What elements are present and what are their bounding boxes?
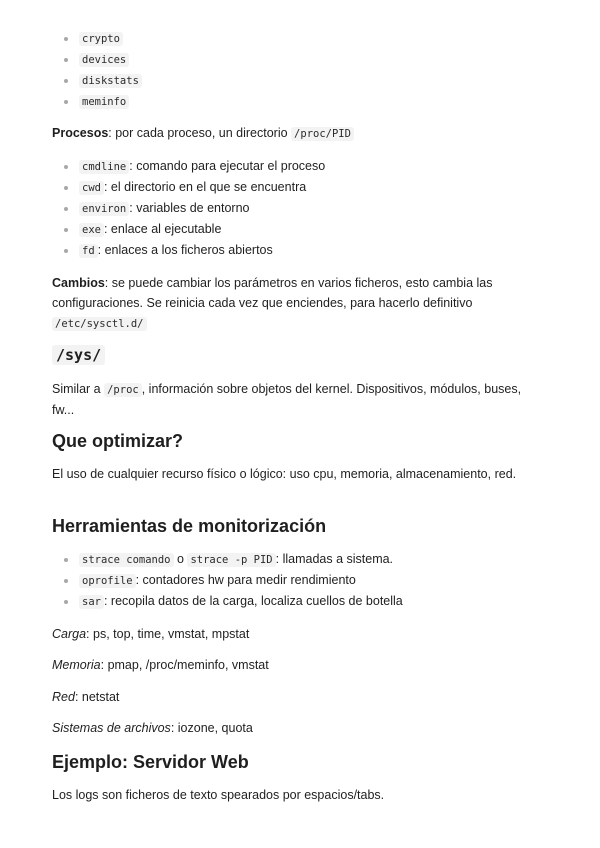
procesos-code: /proc/PID (291, 127, 354, 141)
bullet-icon (64, 228, 68, 232)
list-item-code: environ (79, 202, 129, 216)
optimizar-heading: Que optimizar? (52, 431, 184, 451)
list-item-code: meminfo (79, 95, 129, 109)
bullet-icon (64, 249, 68, 253)
list-item (52, 177, 540, 198)
bullet-icon (64, 100, 68, 104)
list-item-code: cmdline (79, 160, 129, 174)
bullet-icon (64, 579, 68, 583)
ejemplo-paragraph: Los logs son ficheros de texto spearados por espacios/tabs. (52, 788, 385, 802)
list-item-code: crypto (79, 32, 123, 46)
sys-paragraph (52, 379, 540, 420)
list-item (52, 70, 540, 91)
list-item-text: : variables de entorno (129, 201, 250, 215)
cambios-text: : se puede cambiar los parámetros en varios ficheros, esto cambia las configuraciones. Se reinicia cada vez que enciendes, para hacerlo definitivo (52, 276, 493, 310)
bullet-icon (64, 600, 68, 604)
optimizar-paragraph: El uso de cualquier recurso físico o lógico: uso cpu, memoria, almacenamiento, red. (52, 467, 517, 481)
list-item (52, 49, 540, 70)
line-label: Sistemas de archivos (52, 721, 171, 735)
bullet-icon (64, 186, 68, 190)
list-item-code: fd (79, 244, 98, 258)
cambios-paragraph (52, 273, 540, 334)
list-item-text: : llamadas a sistema. (275, 552, 394, 566)
bullet-icon (64, 558, 68, 562)
line-text: : iozone, quota (170, 721, 253, 735)
bullet-icon (64, 165, 68, 169)
bullet-icon (64, 79, 68, 83)
line-text: : ps, top, time, vmstat, mpstat (86, 627, 250, 641)
list-item (52, 219, 540, 240)
list-item (52, 156, 540, 177)
list-item-text: : comando para ejecutar el proceso (129, 159, 326, 173)
list-item-text: : enlaces a los ficheros abiertos (97, 243, 273, 257)
herramientas-heading: Herramientas de monitorización (52, 516, 327, 536)
list-item (52, 549, 540, 570)
carga-line (52, 624, 540, 644)
line-text: : pmap, /proc/meminfo, vmstat (100, 658, 269, 672)
proc-pid-list (52, 156, 540, 261)
list-item-text: o (177, 552, 184, 566)
memoria-line (52, 655, 540, 675)
ejemplo-heading: Ejemplo: Servidor Web (52, 752, 249, 772)
procesos-label: Procesos (52, 126, 109, 140)
line-label: Carga (52, 627, 87, 641)
list-item-code: devices (79, 53, 129, 67)
list-item-code: cwd (79, 181, 104, 195)
bullet-icon (64, 37, 68, 41)
list-item-text: : el directorio en el que se encuentra (103, 180, 307, 194)
cambios-code: /etc/sysctl.d/ (52, 317, 147, 331)
list-item (52, 28, 540, 49)
sistemas-line (52, 718, 540, 738)
herramientas-list (52, 549, 540, 612)
list-item (52, 570, 540, 591)
procesos-text: : por cada proceso, un directorio (108, 126, 288, 140)
sys-code: /proc (104, 383, 142, 397)
red-line (52, 687, 540, 707)
bullet-icon (64, 207, 68, 211)
sys-text-post: , información sobre objetos del kernel. Dispositivos, módulos, buses, fw... (52, 382, 522, 417)
list-item (52, 198, 540, 219)
proc-files-list (52, 28, 540, 112)
list-item-code: exe (79, 223, 104, 237)
list-item-text: : recopila datos de la carga, localiza cuellos de botella (103, 594, 403, 608)
list-item-text: : contadores hw para medir rendimiento (135, 573, 356, 587)
line-label: Red (52, 690, 75, 704)
cambios-label: Cambios (52, 276, 105, 290)
bullet-icon (64, 58, 68, 62)
list-item-code: strace -p PID (187, 553, 275, 567)
list-item-code: diskstats (79, 74, 142, 88)
line-text: : netstat (74, 690, 120, 704)
sys-heading: /sys/ (52, 345, 105, 365)
procesos-paragraph (52, 123, 540, 144)
sys-text-pre: Similar a (52, 382, 101, 396)
list-item (52, 91, 540, 112)
list-item (52, 591, 540, 612)
list-item (52, 240, 540, 261)
line-label: Memoria (52, 658, 101, 672)
sys-heading-block (52, 345, 540, 365)
list-item-code: oprofile (79, 574, 136, 588)
list-item-code: sar (79, 595, 104, 609)
list-item-code: strace comando (79, 553, 174, 567)
list-item-text: : enlace al ejecutable (103, 222, 222, 236)
